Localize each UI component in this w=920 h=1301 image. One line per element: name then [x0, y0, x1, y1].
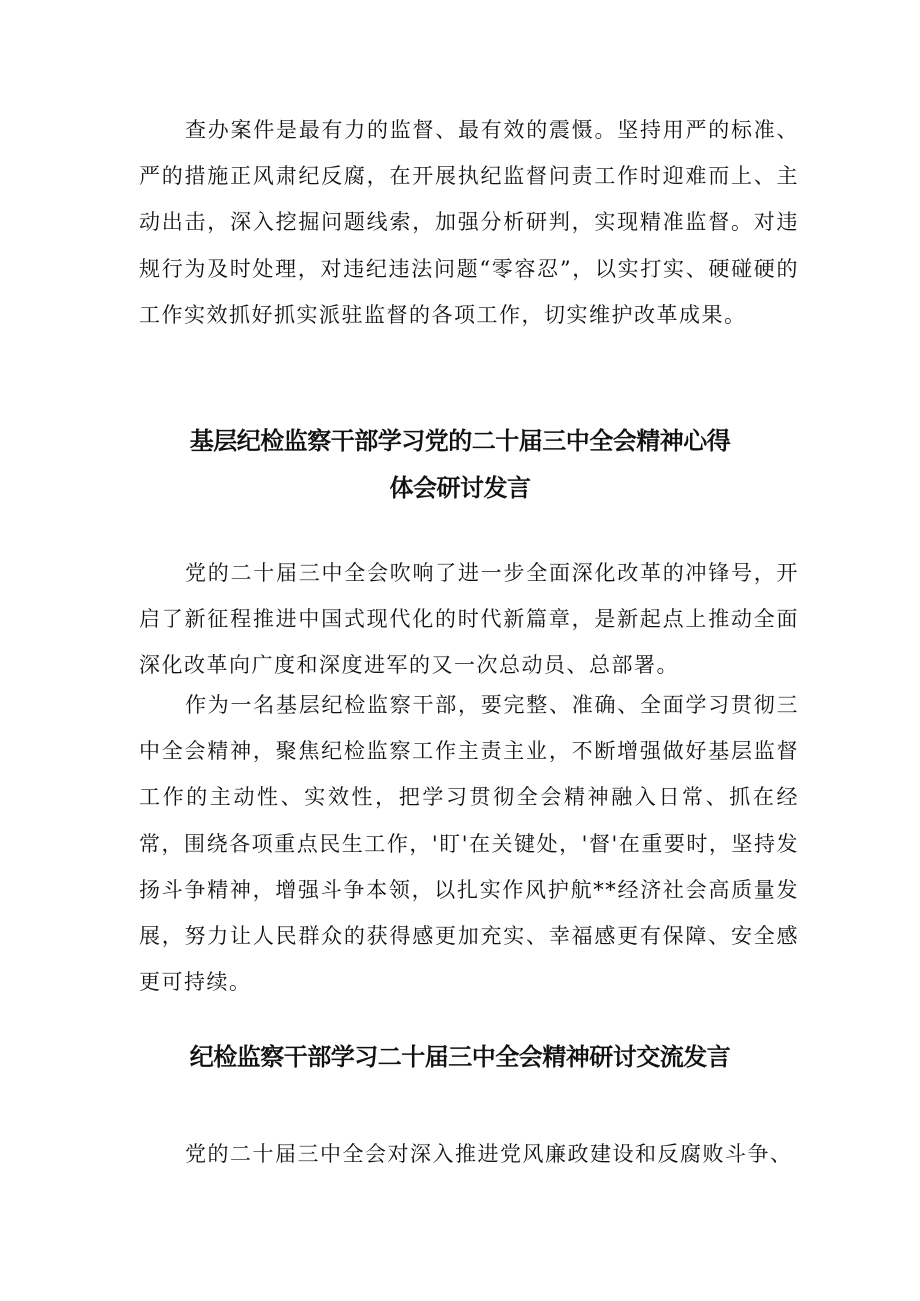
- section-title-1-line-2: 体会研讨发言: [389, 474, 531, 502]
- section-title-1-line-1: 基层纪检监察干部学习党的二十届三中全会精神心得: [189, 427, 731, 455]
- paragraph-grassroots-cadre: 作为一名基层纪检监察干部，要完整、准确、全面学习贯彻三中全会精神，聚焦纪检监察工作主责主业，不断增强做好基层监督工作的主动性、实效性，把学习贯彻全会精神融入日常、抓在经常，围绕各项重点民生工作，'盯'在关键处，'督'在重要时，坚持发扬斗争精神，增强斗争本领，以扎实作风护航**经济社会高质量发展，努力让人民群众的获得感更加充实、幸福感更有保障、安全感更可持续。: [139, 693, 799, 995]
- paragraph-party-conduct: 党的二十届三中全会对深入推进党风廉政建设和反腐败斗争、: [185, 1142, 793, 1166]
- section-title-2: 纪检监察干部学习二十届三中全会精神研讨交流发言: [189, 1043, 731, 1071]
- paragraph-plenum-intro: 党的二十届三中全会吹响了进一步全面深化改革的冲锋号，开启了新征程推进中国式现代化的时代新篇章，是新起点上推动全面深化改革向广度和深度进军的又一次总动员、总部署。: [139, 561, 799, 678]
- paragraph-case-handling: 查办案件是最有力的监督、最有效的震慑。坚持用严的标准、严的措施正风肃纪反腐，在开展执纪监督问责工作时迎难而上、主动出击，深入挖掘问题线索，加强分析研判，实现精准监督。对违规行为及时处理，对违纪违法问题“零容忍”，以实打实、硬碰硬的工作实效抓好抓实派驻监督的各项工作，切实维护改革成果。: [139, 118, 799, 327]
